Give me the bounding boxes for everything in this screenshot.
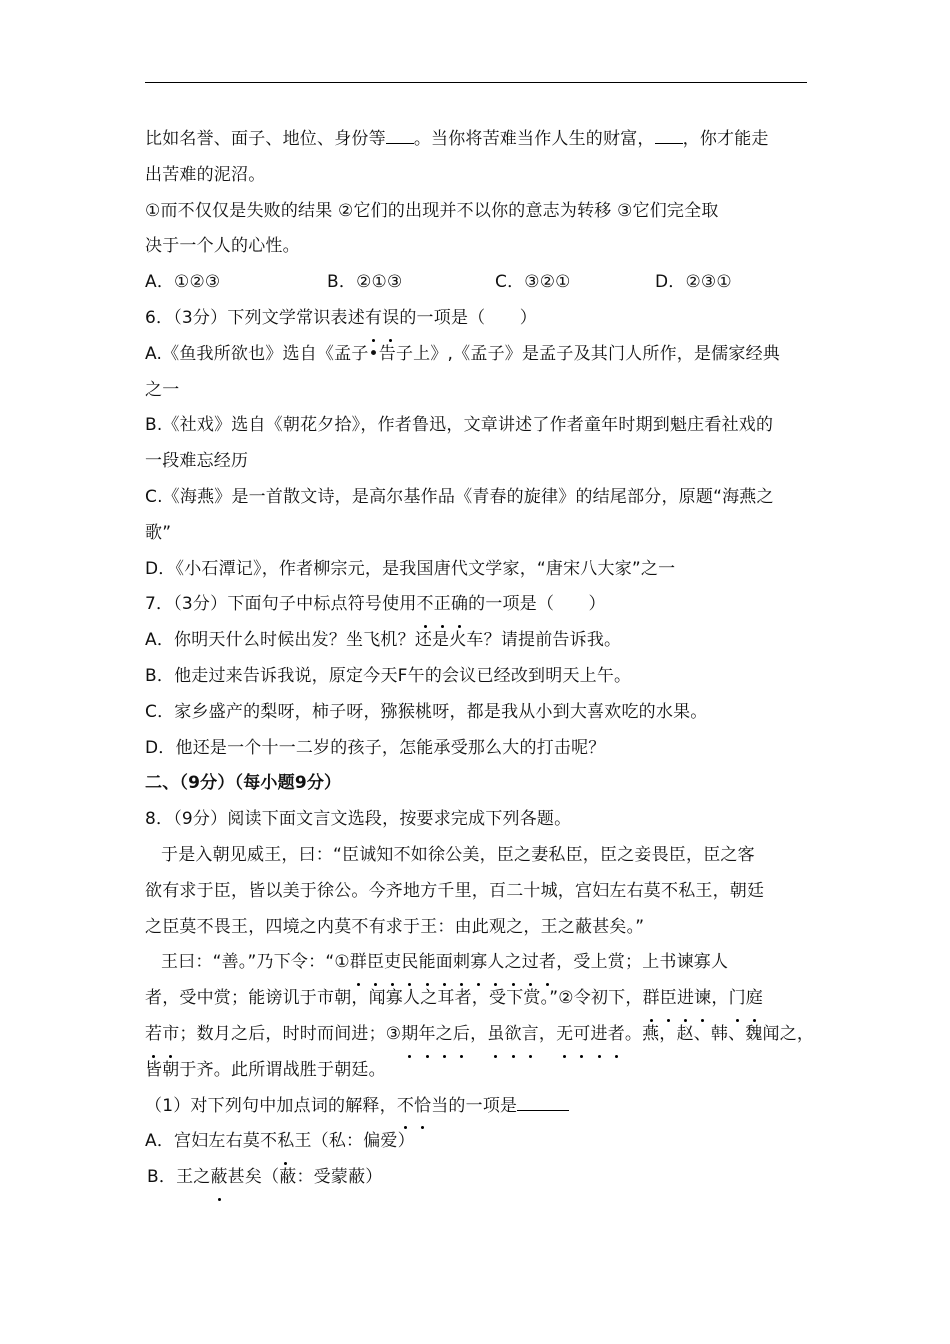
q7-stem: 7．（3分）下面句子中标点符号使用不正确的一项是（ ） [145,587,813,623]
emphasis-dot-char: 私 [277,1124,294,1160]
emphasis-dot-char: 蔽 [210,1160,227,1196]
header-rule [145,82,807,83]
answer-blank[interactable] [517,1110,569,1111]
document-page [145,122,813,1196]
q7-option-c[interactable]: C．家乡盛产的梨呀，柿子呀，猕猴桃呀，都是我从小到大喜欢吃的水果。 [145,701,708,722]
q5-option-c[interactable]: C．③②① [495,272,571,293]
dotted-phrase: 虽欲言 [487,1024,539,1044]
q5-line-2: 出苦难的泥沼。 [145,164,266,185]
section-2-title: 二、（9分）（每小题9分） [145,773,342,794]
emphasis-dot-char: 正 [434,587,451,623]
q8-sub1-option-b[interactable]: B．王之蔽甚矣（蔽：受蒙蔽） [145,1160,813,1196]
q6-option-b-cont: 一段难忘经历 [145,451,249,472]
q7-option-b[interactable]: B．他走过来告诉我说，原定今天F午的会议已经改到明天上午。 [145,665,632,686]
q6-option-a-cont: 之一 [145,379,180,400]
emphasis-dot-char: 恰 [414,1089,431,1125]
q8-passage-1-line-3: 之臣莫不畏王，四境之内莫不有求于王：由此观之，王之蔽甚矣。” [145,916,645,937]
q8-passage-2-line-1: 王曰：“善。”乃下令：“①群臣吏民能面刺寡人之过者，受上赏；上书谏寡人 [145,945,813,981]
q8-sub1-stem: （1）对下列句中加点词的解释，不恰当的一项是 [145,1089,813,1125]
emphasis-dot-char: 确 [451,587,468,623]
dotted-phrase: 若市 [145,1024,179,1044]
q6-option-a[interactable]: A.《鱼我所欲也》选自《孟子•告子上》,《孟子》是孟子及其门人所作，是儒家经典 [145,343,780,364]
emphasis-dot-char: 误 [382,301,399,337]
q5-line-4: 决于一个人的心性。 [145,236,300,257]
q8-sub1-option-a[interactable]: A．宫妇左右莫不私王（私：偏爱） [145,1124,813,1160]
q6-option-c[interactable]: C.《海燕》是一首散文诗，是高尔基作品《青春的旋律》的结尾部分，原题“海燕之 [145,486,774,507]
dotted-phrase: 无可进者 [556,1024,625,1044]
answer-blank[interactable] [386,143,414,144]
q5-line-3: ①而不仅仅是失败的结果 ②它们的出现并不以你的意志为转移 ③它们完全取 [145,200,719,221]
q5-line-1: 比如名誉、面子、地位、身份等 。当你将苦难当作人生的财富， ，你才能走 [145,129,769,149]
emphasis-dot-char: 不 [417,587,434,623]
q6-option-b[interactable]: B.《社戏》选自《朝花夕拾》，作者鲁迅，文章讲述了作者童年时期到魁庄看社戏的 [145,415,774,436]
q8-passage-1-line-2: 欲有求于臣，皆以美于徐公。今齐地方千里，百二十城，宫妇左右莫不私王，朝廷 [145,880,765,901]
q8-passage-2-line-3: 若市；数月之后，时时而间进；③期年之后，虽欲言，无可进者。燕，赵、韩、魏闻之， [145,1017,813,1053]
dotted-phrase: 群臣吏民能面刺寡人之过者 [350,952,556,972]
emphasis-dot-char: 不 [397,1089,414,1125]
q7-option-d[interactable]: D．他还是一个十一二岁的孩子，怎能承受那么大的打击呢？ [145,737,606,758]
q5-option-b[interactable]: B．②①③ [327,272,403,293]
q7-option-a[interactable]: A．你明天什么时候出发？坐飞机？还是火车？请提前告诉我。 [145,630,622,651]
q6-option-d[interactable]: D．《小石潭记》，作者柳宗元，是我国唐代文学家，“唐宋八大家”之一 [145,558,676,579]
q8-passage-2-line-4: 皆朝于齐。此所谓战胜于朝廷。 [145,1059,386,1080]
q8-passage-2-line-2: 者，受中赏；能谤讥于市朝，闻寡人之耳者，受下赏。”②令初下，群臣进谏，门庭 [145,981,813,1017]
dotted-phrase: 期年之后 [401,1024,470,1044]
q5-option-d[interactable]: D．②③① [655,272,732,293]
q5-options [145,265,813,301]
answer-blank[interactable] [655,143,683,144]
dotted-phrase: 群臣进谏，门庭 [643,988,763,1008]
q6-stem: 6．（3分）下列文学常识表述有误的一项是（ ） [145,301,813,337]
emphasis-dot-char: 有 [365,301,382,337]
q8-passage-1-line-1: 于是入朝见威王，曰：“臣诚知不如徐公美，臣之妻私臣，臣之妾畏臣，臣之客 [161,844,755,865]
q8-stem: 8．（9分）阅读下面文言文选段，按要求完成下列各题。 [145,809,572,830]
q6-option-c-cont: 歌” [145,522,172,543]
q5-option-a[interactable]: A．①②③ [145,272,221,293]
